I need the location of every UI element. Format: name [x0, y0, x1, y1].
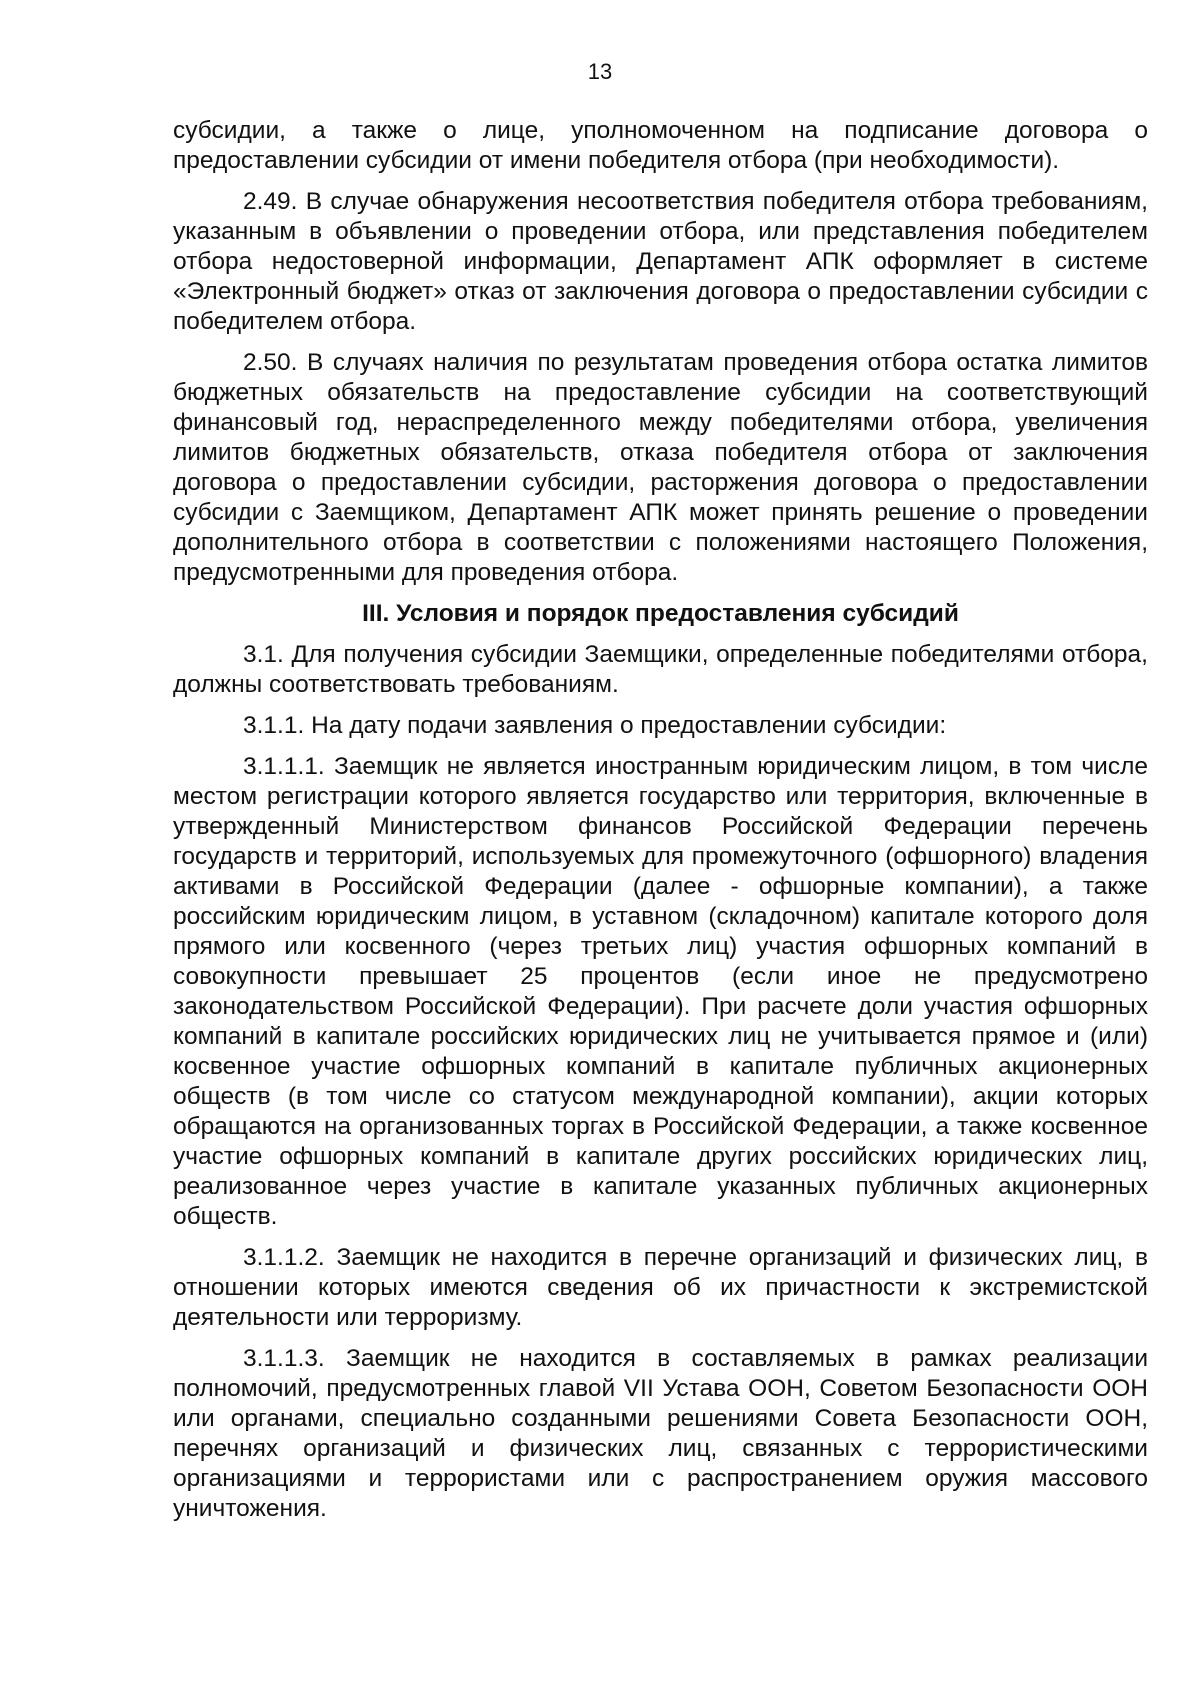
paragraph-3-1-1-3: 3.1.1.3. Заемщик не находится в составляемых в рамках реализации полномочий, предусмотренных главой VII Устава ООН, Советом Безопасности ООН или органами, специально созданными решениями Совета Безопасности ООН, перечнях организаций и физических лиц, связанных с террористическими организациями и террористами или с распространением оружия массового уничтожения. — [173, 1345, 1148, 1522]
paragraph-3-1-1-1: 3.1.1.1. Заемщик не является иностранным юридическим лицом, в том числе местом регистрации которого является государство или территория, включенные в утвержденный Министерством финансов Российской Федерации перечень государств и территорий, используемых для промежуточного (офшорного) владения активами в Российской Федерации (далее - офшорные компании), а также российским юридическим лицом, в уставном (складочном) капитале которого доля прямого или косвенного (через третьих лиц) участия офшорных компаний в совокупности превышает 25 процентов (если иное не предусмотрено законодательством Российской Федерации). При расчете доли участия офшорных компаний в капитале российских юридических лиц не учитывается прямое и (или) косвенное участие офшорных компаний в капитале публичных акционерных обществ (в том числе со статусом международной компании), акции которых обращаются на организованных торгах в Российской Федерации, а также косвенное участие офшорных компаний в капитале других российских юридических лиц, реализованное через участие в капитале указанных публичных акционерных обществ. — [173, 753, 1148, 1230]
paragraph-3-1-1-2: 3.1.1.2. Заемщик не находится в перечне организаций и физических лиц, в отношении которых имеются сведения об их причастности к экстремистской деятельности или терроризму. — [173, 1244, 1148, 1331]
paragraph-3-1-1: 3.1.1. На дату подачи заявления о предоставлении субсидии: — [243, 712, 947, 739]
page-number: 13 — [587, 59, 613, 84]
paragraph-3-1: 3.1. Для получения субсидии Заемщики, определенные победителями отбора, должны соответствовать требованиям. — [173, 641, 1148, 698]
paragraph-2-50: 2.50. В случаях наличия по результатам проведения отбора остатка лимитов бюджетных обязательств на предоставление субсидии на соответствующий финансовый год, нераспределенного между победителями отбора, увеличения лимитов бюджетных обязательств, отказа победителя отбора от заключения договора о предоставлении субсидии, расторжения договора о предоставлении субсидии с Заемщиком, Департамент АПК может принять решение о проведении дополнительного отбора в соответствии с положениями настоящего Положения, предусмотренными для проведения отбора. — [173, 349, 1148, 586]
document-body — [173, 116, 1148, 1535]
paragraph-continuation: субсидии, а также о лице, уполномоченном на подписание договора о предоставлении субсидии от имени победителя отбора (при необходимости). — [173, 117, 1148, 174]
paragraph-2-49: 2.49. В случае обнаружения несоответствия победителя отбора требованиям, указанным в объявлении о проведении отбора, или представления победителем отбора недостоверной информации, Департамент АПК оформляет в системе «Электронный бюджет» отказ от заключения договора о предоставлении субсидии с победителем отбора. — [173, 188, 1148, 335]
section-heading: III. Условия и порядок предоставления субсидий — [362, 600, 959, 627]
